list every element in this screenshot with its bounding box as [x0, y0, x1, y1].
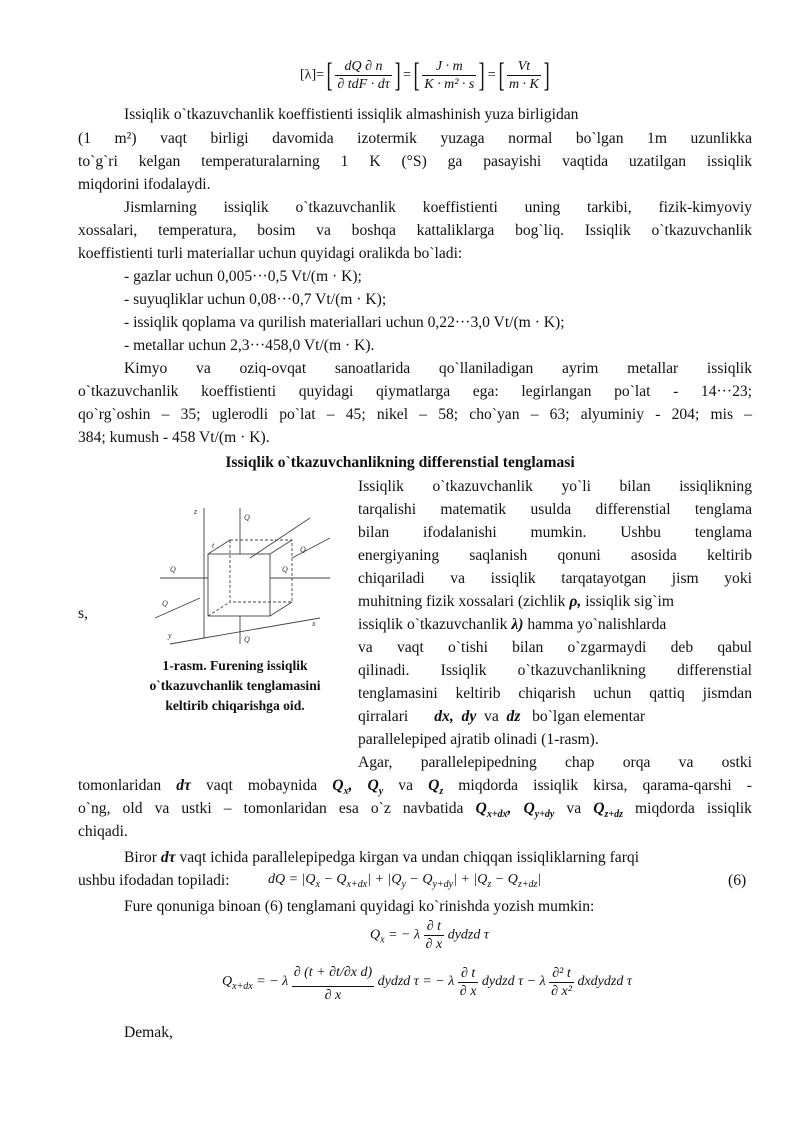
- equation-qxdx: $Q_{x+dx}$ = − λ $\frac{\text{∂ (t + ∂t/∂x d)}}{\partial x}$ dydzd τ = − λ $\frac{\partial t}{\partial x}$ dydzd τ − λ $\frac{\text{∂² t}}{\text{∂ x²}}$ dxdydzd τ: [222, 960, 632, 1004]
- list-item: - metallar uchun 2,3···458,0 Vt/(m · K).: [124, 337, 375, 354]
- fig-label-t: t: [212, 541, 215, 550]
- para1-line4: miqdorini ifodalaydi.: [78, 176, 211, 193]
- fig-label-y: y: [168, 631, 172, 640]
- para4-line1: tomonlaridan dτ vaqt mobaynida $Q_x$, $Q_y$ va $Q_z$ miqdorda issiqlik kirsa, qarama-qarshi -: [78, 777, 752, 798]
- rcol-line-lambda: issiqlik o`tkazuvchanlik λ) hamma yo`nalishlarda: [358, 616, 667, 633]
- s-label: s,: [78, 605, 88, 622]
- para1-line1: Issiqlik o`tkazuvchanlik koeffistienti issiqlik almashinish yuza birligidan: [124, 106, 579, 123]
- formula-lhs: [λ]=: [300, 67, 325, 83]
- para3-line4: 384; kumush - 458 Vt/(m · K).: [78, 429, 270, 446]
- demak: Demak,: [124, 1024, 173, 1041]
- fig-label-qzdz: Q: [244, 513, 250, 522]
- f1-num: dQ ∂ n: [335, 58, 391, 76]
- fig-label-qx: Q: [170, 565, 176, 574]
- para5-line1: Biror dτ vaqt ichida parallelepipedga kirgan va undan chiqqan issiqliklarning farqi: [124, 849, 640, 866]
- rcol-line-rho: muhitning fizik xossalari (zichlik ρ, issiqlik sig`im: [358, 593, 675, 610]
- para6: Fure qonuniga binoan (6) tenglamani quyidagi ko`rinishda yozish mumkin:: [124, 898, 595, 915]
- para2-line2: xossalari, temperatura, bosim va boshqa kattaliklarga bog`liq. Issiqlik o`tkazuvchanlik: [78, 222, 752, 239]
- fig-label-qy: Q: [300, 545, 306, 554]
- equation-6: dQ = $|Q_x - Q_{x+dx}| + |Q_y - Q_{y+dy}| + |Q_z - Q_{z+dz}|$: [268, 872, 542, 890]
- section-heading: Issiqlik o`tkazuvchanlikning differenstial tenglamasi: [225, 454, 575, 471]
- rcol-line: Issiqlik o`tkazuvchanlik yo`li bilan issiqlikning: [358, 478, 752, 495]
- list-item: - suyuqliklar uchun 0,08···0,7 Vt/(m · K);: [124, 291, 387, 308]
- rcol-line: bilan ifodalanishi mumkin. Ushbu tenglama: [358, 524, 752, 541]
- para1-line2: (1 m²) vaqt birligi davomida izotermik yuzaga normal bo`lgan 1m uzunlikka: [78, 130, 752, 147]
- rcol-line: tenglamasini keltirib chiqarish uchun qattiq jismdan: [358, 685, 752, 702]
- rcol-line: tarqalishi matematik usulda differenstial tenglama: [358, 501, 752, 518]
- fig-label-z: z: [194, 507, 198, 516]
- figure-caption: 1-rasm. Furening issiqlik o`tkazuvchanlik tenglamasini keltirib chiqarishga oid.: [149, 658, 321, 713]
- f2-num: J · m: [422, 58, 476, 76]
- equation-number: (6): [728, 872, 747, 889]
- list-item: - issiqlik qoplama va qurilish materiallari uchun 0,22···3,0 Vt/(m · K);: [124, 314, 565, 331]
- para3-line2: o`tkazuvchanlik koeffistienti quyidagi qiymatlarga ega: legirlangan po`lat - 14···23;: [78, 383, 752, 400]
- para5-line2: ushbu ifodadan topiladi:: [78, 872, 230, 889]
- para4-line2: o`ng, old va ustki – tomonlaridan esa o`z navbatida $Q_{x+dx}$, $Q_{y+dy}$ va $Q_{z+dz}$ miqdorda issiqlik: [78, 800, 752, 821]
- lambda-symbol: λ): [511, 616, 524, 633]
- f1-den: ∂ tdF · dτ: [337, 77, 390, 92]
- fig-label-qz: Q: [244, 635, 250, 644]
- rcol-line: chiqariladi va issiqlik tarqatayotgan jism yoki: [358, 570, 752, 587]
- equation-qx: $Q_x$ = − λ $\frac{\partial t}{\partial x}$ dydzd τ: [370, 919, 489, 952]
- f2-den: K · m² · s: [424, 77, 475, 92]
- parallelepiped-figure: [150, 498, 360, 646]
- lambda-units-formula: [λ]=[ $\frac{dQ \partial n}{\text{∂ tdF · dτ}}$ ] =[ $\frac{J \cdot m}{\text{K · m² · s}}$ ] =[ $\frac{Vt}{m \cdot K}$ ]: [300, 56, 550, 94]
- para3-line3: qo`rg`oshin – 35; uglerodli po`lat – 45; nikel – 58; cho`yan – 63; alyuminiy - 204; mis –: [78, 406, 752, 423]
- rcol-line: qilinadi. Issiqlik o`tkazuvchanlikning differenstial: [358, 662, 752, 679]
- para2-line1: Jismlarning issiqlik o`tkazuvchanlik koeffistienti uning tarkibi, fizik-kimyoviy: [124, 199, 752, 216]
- f3-den: m · K: [508, 77, 539, 92]
- para3-line1: Kimyo va oziq-ovqat sanoatlarida qo`llaniladigan ayrim metallar issiqlik: [124, 360, 752, 377]
- para2-line3: koeffistienti turli materiallar uchun quyidagi oralikda bo`ladi:: [78, 245, 463, 262]
- rcol-line: va vaqt o`tishi bilan o`zgarmaydi deb qabul: [358, 639, 752, 656]
- fig-label-x: x: [312, 619, 316, 628]
- list-item: - gazlar uchun 0,005···0,5 Vt/(m · K);: [124, 268, 362, 285]
- para1-line3: to`g`ri kelgan temperaturalarning 1 K (°S) ga pasayishi vaqtida uzatilgan issiqlik: [78, 153, 752, 170]
- rcol-line: energiyaning saqlanish qonuni asosida keltirib: [358, 547, 752, 564]
- rcol-line: parallelepiped ajratib olinadi (1-rasm).: [358, 731, 599, 748]
- fig-label-qydy: Q: [162, 599, 168, 608]
- rho-symbol: ρ,: [569, 593, 582, 610]
- rcol-line-edges: qirralari dx, dy va dz bo`lgan elementar: [358, 708, 646, 725]
- para4-line3: chiqadi.: [78, 823, 128, 840]
- rcol-line: Agar, parallelepipedning chap orqa va ostki: [358, 754, 752, 771]
- f3-num: Vt: [507, 58, 541, 76]
- fig-label-qxdx: Q: [282, 565, 288, 574]
